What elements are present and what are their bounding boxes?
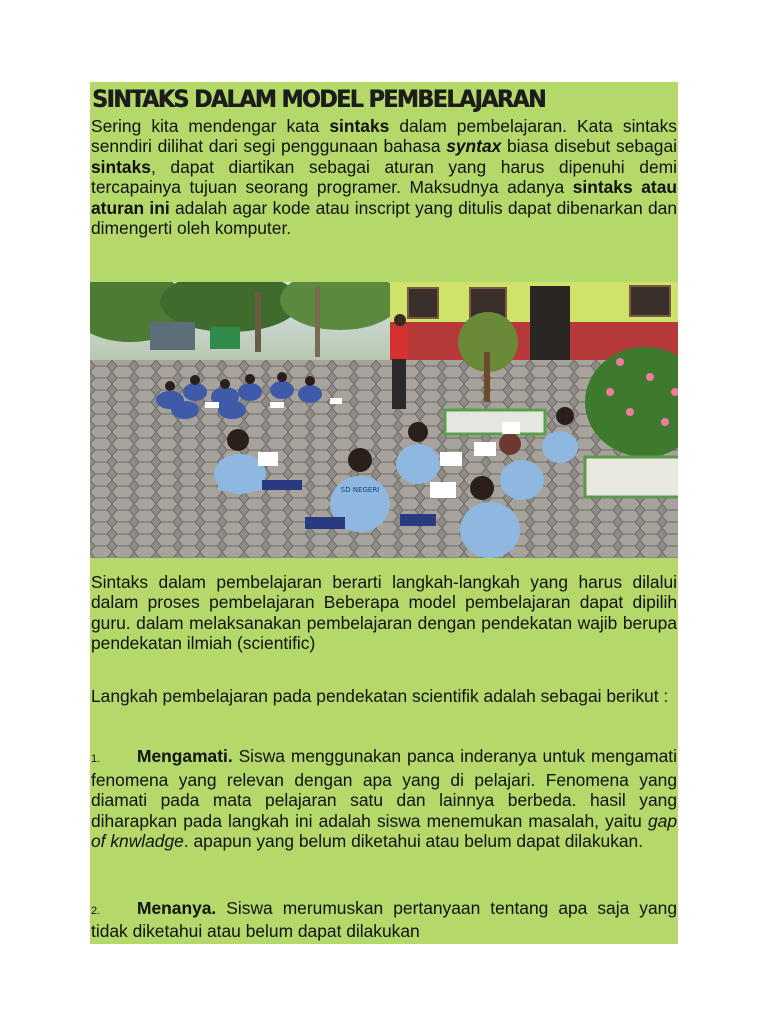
- text-run: dalam pembelajaran. Kata sintaks senndiri dilihat dari segi penggunaan bahasa: [91, 116, 677, 157]
- green-content-area: [90, 82, 678, 944]
- step-item: [91, 746, 677, 852]
- paragraph-sintaks: Sintaks dalam pembelajaran berarti langkah-langkah yang harus dilalui dalam proses pembelajaran Beberapa model pembelajaran dapat dipilih guru. dalam melaksanakan pembelajaran dengan pendekatan wajib berupa pendekatan ilmiah (scientific): [91, 572, 677, 654]
- italic-term: gap of knwladge: [91, 810, 677, 852]
- page-title: SINTAKS DALAM MODEL PEMBELAJARAN: [92, 85, 545, 113]
- bold-italic-term: [446, 136, 501, 156]
- step-text: . apapun yang belum diketahui atau belum dapat dilakukan.: [183, 831, 644, 852]
- text-run: Sering kita mendengar kata: [91, 116, 330, 136]
- bold-term: sintaks: [329, 116, 390, 136]
- text-run: adalah agar kode atau inscript yang ditulis dapat dibenarkan dan dimengerti oleh komputer.: [91, 197, 677, 239]
- italic-term: syntax: [446, 136, 502, 157]
- step-title: Mengamati.: [137, 746, 233, 766]
- paragraph-langkah: Langkah pembelajaran pada pendekatan scientifik adalah sebagai berikut :: [91, 686, 669, 706]
- classroom-photo: [90, 282, 678, 558]
- text-run: biasa disebut sebagai: [501, 136, 677, 157]
- intro-paragraph: [91, 116, 677, 238]
- step-number: 2.: [91, 905, 101, 917]
- step-item: [91, 898, 677, 942]
- step-number: 1.: [91, 753, 101, 765]
- text-run: , dapat diartikan sebagai aturan yang harus dipenuhi demi tercapainya tujuan seorang programer. Maksudnya adanya: [91, 156, 677, 198]
- shirt-text: SD NEGERI: [340, 486, 380, 494]
- step-text: Siswa merumuskan pertanyaan tentang apa saja yang tidak diketahui atau belum dapat dilakukan: [91, 898, 677, 942]
- step-title: Menanya.: [137, 898, 217, 918]
- bold-term: sintaks atau aturan ini: [91, 177, 677, 218]
- step-text: Siswa menggunakan panca inderanya untuk mengamati fenomena yang relevan dengan apa yang di pelajari. Fenomena yang diamati pada mata pelajaran satu dan lainnya berbeda. hasil yang diharapkan pada langkah ini adalah siswa menemukan masalah, yaitu: [91, 746, 677, 831]
- bold-term: sintaks: [91, 156, 151, 177]
